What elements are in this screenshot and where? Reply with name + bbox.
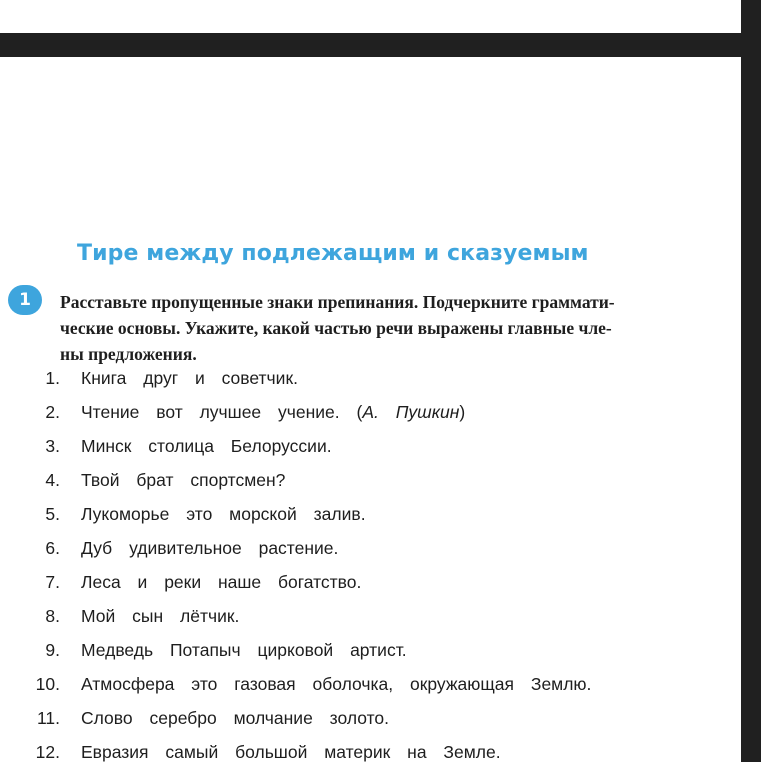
item-number: 9. bbox=[45, 640, 60, 660]
exercise-number-badge bbox=[8, 285, 42, 315]
author-close: ) bbox=[459, 402, 466, 422]
item-number: 11. bbox=[36, 708, 60, 728]
item-number: 3. bbox=[45, 436, 60, 456]
author-open: ( bbox=[339, 402, 363, 422]
item-number: 1. bbox=[45, 368, 60, 388]
item-number: 6. bbox=[45, 538, 60, 558]
viewer-right-scrollbar[interactable] bbox=[741, 0, 761, 762]
top-margin bbox=[0, 0, 741, 33]
item-text: Дуб удивительное растение. bbox=[81, 538, 339, 558]
item-text: Медведь Потапыч цирковой артист. bbox=[81, 640, 407, 660]
exercise-number: 1 bbox=[19, 290, 31, 310]
item-text: Слово серебро молчание золото. bbox=[81, 708, 390, 728]
instruction-line: ческие основы. Укажите, какой частью речи выражены главные чле- bbox=[60, 318, 612, 338]
item-text: Атмосфера это газовая оболочка, окружающая Землю. bbox=[81, 674, 592, 694]
item-number: 4. bbox=[45, 470, 60, 490]
item-number: 12. bbox=[35, 742, 60, 762]
item-text: Чтение вот лучшее учение. bbox=[81, 402, 340, 422]
item-text: Леса и реки наше богатство. bbox=[81, 572, 362, 592]
item-text: Минск столица Белоруссии. bbox=[81, 436, 332, 456]
item-number: 7. bbox=[45, 572, 60, 592]
item-text: Книга друг и советчик. bbox=[81, 368, 298, 388]
section-heading: Тире между подлежащим и сказуемым bbox=[77, 241, 589, 266]
item-number: 10. bbox=[35, 674, 60, 694]
item-number: 8. bbox=[45, 606, 60, 626]
item-text: Лукоморье это морской залив. bbox=[81, 504, 366, 524]
item-text-group bbox=[81, 402, 465, 423]
viewer-top-bar bbox=[0, 33, 761, 57]
item-text: Твой брат спортсмен? bbox=[81, 470, 286, 490]
item-number: 2. bbox=[45, 402, 60, 422]
item-text: Мой сын лётчик. bbox=[81, 606, 240, 626]
item-number: 5. bbox=[45, 504, 60, 524]
item-author: А. Пушкин bbox=[362, 402, 460, 422]
instruction-line: Расставьте пропущенные знаки препинания. Подчеркните граммати- bbox=[60, 292, 615, 312]
instruction-line: ны предложения. bbox=[60, 344, 197, 364]
exercise-instruction bbox=[60, 289, 700, 367]
item-text: Евразия самый большой материк на Земле. bbox=[81, 742, 501, 762]
